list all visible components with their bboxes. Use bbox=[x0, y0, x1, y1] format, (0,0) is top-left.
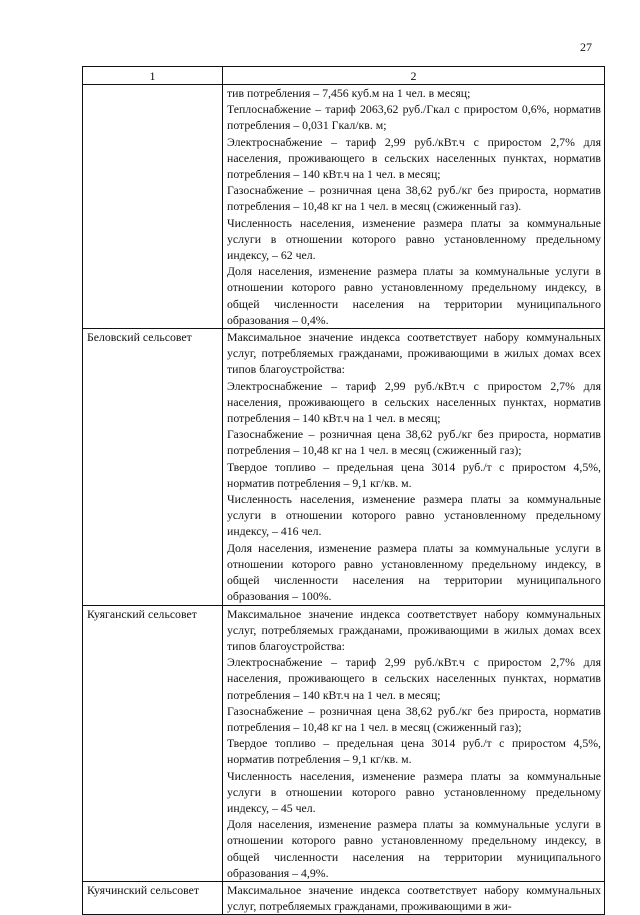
table-row bbox=[83, 329, 605, 605]
utilities-index-table bbox=[82, 66, 605, 915]
paragraph: Максимальное значение индекса соответствует набору коммунальных услуг, потребляемых гражданами, проживающими в жи- bbox=[227, 882, 601, 914]
paragraph: Численность населения, изменение размера платы за коммунальные услуги в отношении которого равно установленному предельному индексу, – 45 чел. bbox=[227, 768, 601, 815]
indicator-cell bbox=[223, 881, 605, 914]
page-number: 27 bbox=[580, 40, 592, 54]
paragraph: Электроснабжение – тариф 2,99 руб./кВт.ч с приростом 2,7% для населения, проживающего в сельских населенных пунктах, норматив потребления – 140 кВт.ч на 1 чел. в месяц; bbox=[227, 378, 601, 426]
region-name: Беловский сельсовет bbox=[87, 330, 192, 345]
paragraph: Электроснабжение – тариф 2,99 руб./кВт.ч с приростом 2,7% для населения, проживающего в сельских населенных пунктах, норматив потребления – 140 кВт.ч на 1 чел. в месяц; bbox=[227, 655, 601, 702]
indicator-cell bbox=[223, 605, 605, 881]
column-header-2: 2 bbox=[223, 67, 605, 85]
region-cell bbox=[83, 881, 223, 914]
paragraph: Численность населения, изменение размера платы за коммунальные услуги в отношении которого равно установленному предельному индексу, – 416 чел. bbox=[227, 492, 601, 539]
paragraph: Доля населения, изменение размера платы за коммунальные услуги в отношении которого равно установленному предельному индексу, в общей численности населения на территории муниципального образования – 0,4%. bbox=[227, 264, 601, 327]
region-name: Куяганский сельсовет bbox=[87, 606, 197, 621]
region-cell bbox=[83, 329, 223, 605]
paragraph: Газоснабжение – розничная цена 38,62 руб./кг без прироста, норматив потребления – 10,48 кг на 1 чел. в месяц (сжиженный газ); bbox=[227, 427, 601, 458]
table-header-row bbox=[83, 67, 605, 85]
table-row bbox=[83, 881, 605, 914]
region-name: Куячинский сельсовет bbox=[87, 882, 200, 897]
column-header-1: 1 bbox=[83, 67, 223, 85]
table-row bbox=[83, 85, 605, 329]
paragraph: Твердое топливо – предельная цена 3014 руб./т с приростом 4,5%, норматив потребления – 9,1 кг/кв. м. bbox=[227, 736, 601, 767]
paragraph: Газоснабжение – розничная цена 38,62 руб./кг без прироста, норматив потребления – 10,48 кг на 1 чел. в месяц (сжиженный газ); bbox=[227, 703, 601, 734]
paragraph: Электроснабжение – тариф 2,99 руб./кВт.ч с приростом 2,7% для населения, проживающего в сельских населенных пунктах, норматив потребления – 140 кВт.ч на 1 чел. в месяц; bbox=[227, 134, 601, 182]
region-cell bbox=[83, 605, 223, 881]
paragraph: Твердое топливо – предельная цена 3014 руб./т с приростом 4,5%, норматив потребления – 9,1 кг/кв. м. bbox=[227, 459, 601, 490]
indicator-cell bbox=[223, 329, 605, 605]
paragraph: тив потребления – 7,456 куб.м на 1 чел. в месяц; bbox=[227, 86, 471, 100]
table-row bbox=[83, 605, 605, 881]
indicator-cell bbox=[223, 85, 605, 329]
region-cell bbox=[83, 85, 223, 329]
paragraph: Газоснабжение – розничная цена 38,62 руб./кг без прироста, норматив потребления – 10,48 кг на 1 чел. в месяц (сжиженный газ). bbox=[227, 183, 601, 214]
paragraph: Теплоснабжение – тариф 2063,62 руб./Гкал с приростом 0,6%, норматив потребления – 0,031 Гкал/кв. м; bbox=[227, 102, 601, 133]
paragraph: Численность населения, изменение размера платы за коммунальные услуги в отношении которого равно установленному предельному индексу, – 62 чел. bbox=[227, 215, 601, 263]
paragraph: Доля населения, изменение размера платы за коммунальные услуги в отношении которого равно установленному предельному индексу, в общей численности населения на территории муниципального образования – 100%. bbox=[227, 540, 601, 604]
paragraph: Доля населения, изменение размера платы за коммунальные услуги в отношении которого равно установленному предельному индексу, в общей численности населения на территории муниципального образования – 4,9%. bbox=[227, 817, 601, 880]
paragraph: Максимальное значение индекса соответствует набору коммунальных услуг, потребляемых гражданами, проживающими в жилых домах всех типов благоустройства: bbox=[227, 330, 601, 377]
paragraph: Максимальное значение индекса соответствует набору коммунальных услуг, потребляемых гражданами, проживающими в жилых домах всех типов благоустройства: bbox=[227, 606, 601, 653]
